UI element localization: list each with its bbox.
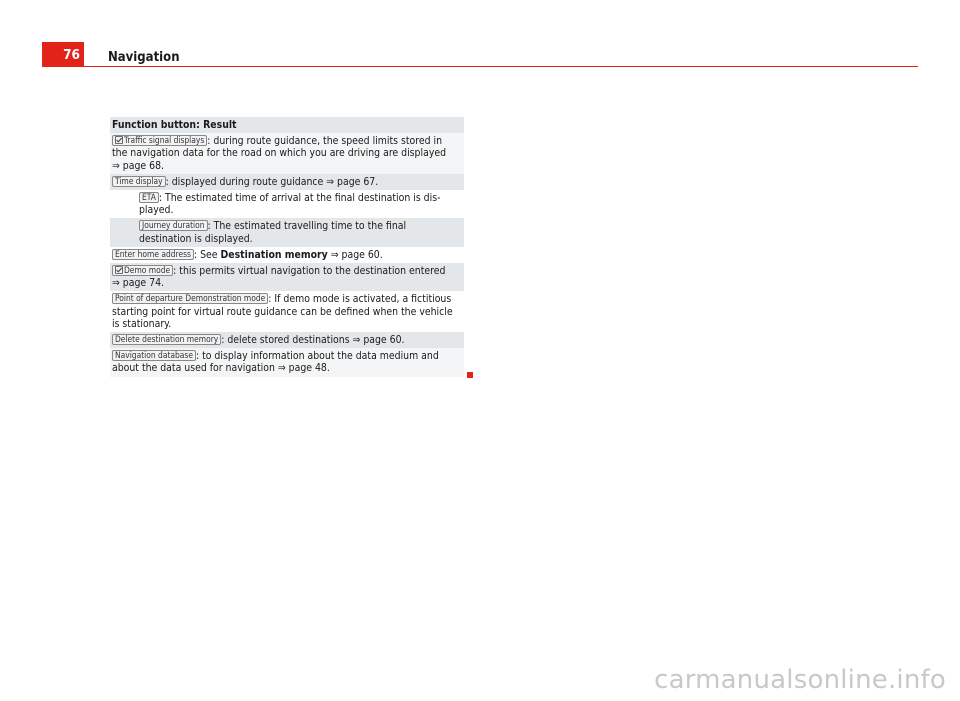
destination-memory-ref: Destination memory (220, 248, 328, 261)
page-ref: ⇒ page 60. (327, 248, 383, 261)
enter-home-address-button[interactable]: Enter home address (112, 249, 194, 260)
row-text: : during route guidance, the speed limits stored in the navigation data for the road on which you are driving are displayed (112, 135, 447, 160)
row-text: : The estimated time of arrival at the final destination is dis-played. (139, 192, 441, 217)
row-text: : If demo mode is activated, a fictitious starting point for virtual route guidance can be defined when the vehicle is stationary. (112, 293, 453, 330)
eta-button[interactable]: ETA (139, 192, 159, 203)
row-text: : The estimated travelling time to the final destination is displayed. (139, 220, 407, 245)
delete-destination-memory-button[interactable]: Delete destination memory (112, 334, 221, 345)
page-ref: ⇒ page 74. (112, 277, 164, 290)
page-ref: ⇒ page 68. (112, 159, 164, 172)
table-heading: Function button: Result (110, 117, 464, 133)
table-row (110, 263, 464, 291)
point-of-departure-button[interactable]: Point of departure Demonstration mode (112, 293, 268, 304)
table-row (110, 174, 464, 190)
journey-duration-button[interactable]: Journey duration (139, 220, 208, 231)
traffic-signal-displays-button[interactable] (112, 135, 207, 146)
row-text: : this permits virtual navigation to the destination entered (173, 265, 446, 278)
demo-mode-button[interactable] (112, 265, 173, 276)
checkbox-checked-icon (115, 266, 123, 274)
table-row (110, 190, 464, 218)
header-rule (84, 66, 918, 67)
table-row (110, 247, 464, 263)
row-text: : to display information about the data medium and about the data used for navigation ⇒ page 48. (112, 350, 439, 375)
function-table (110, 117, 464, 377)
table-row (110, 133, 464, 174)
row-text: : displayed during route guidance ⇒ page 67. (165, 175, 379, 188)
section-title: Navigation (108, 50, 180, 65)
demo-mode-label: Demo mode (124, 265, 171, 276)
traffic-signal-displays-label: Traffic signal displays (124, 135, 205, 146)
row-text: : See (193, 248, 221, 261)
table-row (110, 348, 464, 376)
page-number: 76 (42, 42, 84, 67)
time-display-button[interactable]: Time display (112, 176, 166, 187)
section-end-marker (467, 372, 473, 378)
page-header (0, 0, 960, 70)
watermark: carmanualsonline.info (654, 665, 946, 695)
table-row (110, 332, 464, 348)
row-text: : delete stored destinations ⇒ page 60. (221, 334, 405, 347)
table-row (110, 218, 464, 246)
checkbox-checked-icon (115, 136, 123, 144)
navigation-database-button[interactable]: Navigation database (112, 350, 196, 361)
table-row (110, 291, 464, 332)
